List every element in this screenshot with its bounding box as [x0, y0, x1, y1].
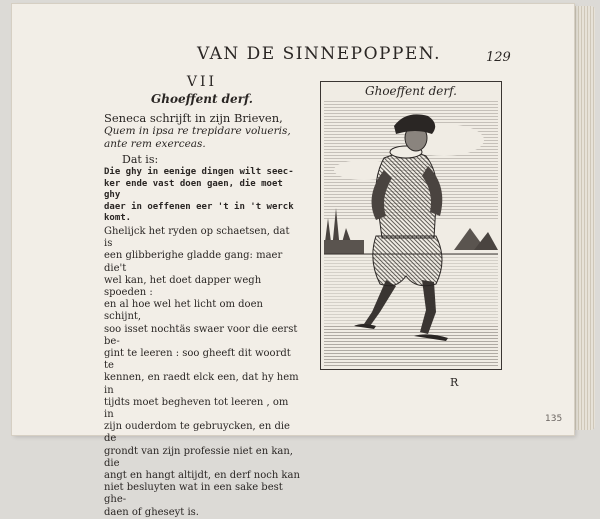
plate-title: Ghoeffent derf.: [365, 84, 457, 98]
commentary-line: Ghelijck het ryden op schaetsen, dat is: [104, 226, 290, 250]
emblem-title: Ghoeffent derf.: [151, 92, 253, 106]
signature-mark: R: [450, 376, 459, 389]
commentary-line: niet besluyten wat in een sake best ghe-: [104, 482, 283, 506]
commentary-line: soo isset nochtäs swaer voor die eerst be-: [104, 323, 298, 347]
foreground-ice: [324, 325, 498, 366]
commentary-line: angt en hangt altijdt, en derf noch kan: [104, 470, 300, 482]
running-title: VAN DE SINNEPOPPEN.: [197, 44, 441, 64]
skater-torso: [376, 152, 437, 238]
book-page: [12, 4, 574, 518]
town-block: [324, 240, 364, 254]
latin-quote-line: ante rem exerceas.: [104, 138, 206, 150]
commentary-line: een glibberighe gladde gang: maer die't: [104, 250, 283, 274]
translation-line: daer in oeffenen eer 't in 't werck komt.: [104, 202, 294, 223]
emblem-intro: Seneca schrijft in zijn Brieven,: [104, 111, 283, 125]
folio-note: 135: [545, 414, 563, 424]
engraving-plate: [320, 81, 502, 370]
commentary-line: en al hoe wel het licht om doen schijnt,: [104, 299, 263, 323]
dat-is-label: Dat is:: [122, 153, 159, 166]
commentary-line: tijdts moet begheven tot leeren , om in: [104, 396, 289, 421]
commentary-line: kennen, en raedt elck een, dat hy hem in: [104, 372, 299, 396]
skater-engraving: [324, 100, 498, 366]
latin-quote-line: Quem in ipsa re trepidare volueris,: [104, 125, 291, 137]
commentary-text: [104, 226, 300, 519]
commentary-line: daen of gheseyt is.: [104, 506, 199, 518]
translation-line: Die ghy in eenige dingen wilt seec-: [104, 167, 294, 177]
commentary-line: gint te leeren : soo gheeft dit woordt te: [104, 348, 291, 372]
commentary-line: zijn ouderdom te gebruycken, en die de: [104, 421, 290, 445]
emblem-number: VII: [186, 74, 218, 90]
commentary-line: grondt van zijn professie niet en kan, die: [104, 445, 293, 469]
emblem-text-block: [104, 70, 300, 518]
commentary-line: wel kan, het doet dapper wegh spoeden :: [104, 274, 262, 299]
page-number: 129: [486, 50, 511, 65]
skater-breeches: [373, 236, 442, 286]
translation-line: ker ende vast doen gaen, die moet ghy: [104, 179, 283, 200]
